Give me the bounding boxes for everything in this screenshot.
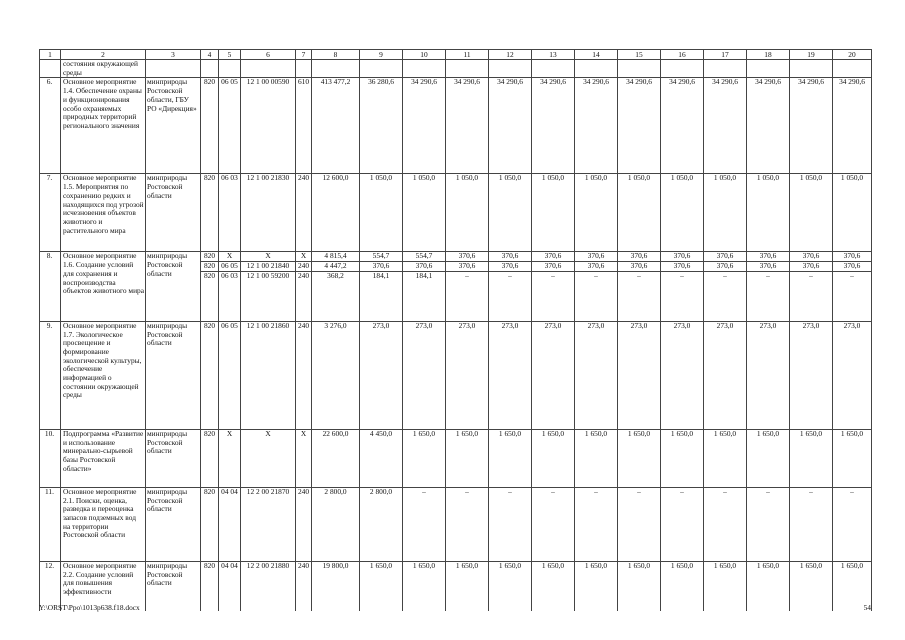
cell-grbs: 820 xyxy=(201,174,219,252)
column-number: 19 xyxy=(790,50,833,60)
cell-year-value: 34 290,6 xyxy=(403,78,446,174)
row-description: Основное мероприятие 1.5. Мероприятия по сохранению редких и находящихся под угрозой исчезновения объектов животного и растительного мира xyxy=(61,174,146,252)
cell-year-value: 1 650,0 xyxy=(403,561,446,611)
cell-year-value: 370,6 xyxy=(532,252,575,262)
table-row xyxy=(40,561,872,611)
cell-grbs: 820 xyxy=(201,487,219,561)
cell-year-value: 34 290,6 xyxy=(833,78,872,174)
cell-year-value: 184,1 xyxy=(360,271,403,321)
cell-vr: 240 xyxy=(296,487,312,561)
cell-year-value: – xyxy=(661,487,704,561)
cell-year-value: 1 650,0 xyxy=(532,561,575,611)
cell-year-value: – xyxy=(575,271,618,321)
cell-vr: 240 xyxy=(296,174,312,252)
cell-csr: 12 1 00 21830 xyxy=(241,174,296,252)
cell-year-value: – xyxy=(790,271,833,321)
cell-year-value: – xyxy=(532,271,575,321)
cell-year-value xyxy=(446,60,489,78)
cell-year-value: 1 650,0 xyxy=(661,429,704,487)
cell-rzpr: 06 03 xyxy=(219,174,241,252)
cell-year-value: 1 650,0 xyxy=(446,429,489,487)
cell-year-value: 370,6 xyxy=(360,262,403,272)
cell-rzpr: Х xyxy=(219,252,241,262)
row-executor: минприроды Ростовской области xyxy=(146,252,201,321)
cell-year-value: – xyxy=(618,271,661,321)
cell-year-value: 1 050,0 xyxy=(575,174,618,252)
cell-rzpr: 06 05 xyxy=(219,78,241,174)
cell-year-value: 370,6 xyxy=(661,262,704,272)
table-row xyxy=(40,487,872,561)
cell-grbs xyxy=(201,60,219,78)
cell-year-value: – xyxy=(704,487,747,561)
cell-total: 12 600,0 xyxy=(312,174,360,252)
document-table xyxy=(39,49,872,611)
cell-year-value: – xyxy=(403,487,446,561)
row-description: Основное мероприятие 2.2. Создание условий для повышения эффективности xyxy=(61,561,146,611)
row-description: Основное мероприятие 2.1. Поиски, оценка, разведка и переоценка запасов подземных вод на территории Ростовской области xyxy=(61,487,146,561)
cell-year-value: 370,6 xyxy=(532,262,575,272)
cell-year-value: 1 650,0 xyxy=(489,429,532,487)
row-number xyxy=(40,60,61,78)
cell-year-value: 4 450,0 xyxy=(360,429,403,487)
cell-csr: Х xyxy=(241,252,296,262)
cell-year-value: 1 050,0 xyxy=(790,174,833,252)
header-row xyxy=(40,50,872,60)
cell-vr: 240 xyxy=(296,271,312,321)
column-number: 8 xyxy=(312,50,360,60)
cell-year-value: 1 050,0 xyxy=(618,174,661,252)
cell-year-value: 370,6 xyxy=(489,252,532,262)
file-path: Y:\ORST\Ppo\1013p638.f18.docx xyxy=(39,603,140,612)
column-number: 15 xyxy=(618,50,661,60)
cell-year-value: – xyxy=(790,487,833,561)
cell-year-value: 184,1 xyxy=(403,271,446,321)
column-number: 16 xyxy=(661,50,704,60)
cell-total: 4 447,2 xyxy=(312,262,360,272)
cell-year-value: – xyxy=(575,487,618,561)
column-number: 2 xyxy=(61,50,146,60)
cell-year-value: – xyxy=(747,487,790,561)
cell-year-value: 273,0 xyxy=(704,321,747,429)
cell-year-value: 1 050,0 xyxy=(661,174,704,252)
cell-rzpr: 04 04 xyxy=(219,487,241,561)
cell-vr: Х xyxy=(296,252,312,262)
table-row xyxy=(40,252,872,262)
cell-year-value: 370,6 xyxy=(618,262,661,272)
cell-year-value xyxy=(704,60,747,78)
cell-total: 22 600,0 xyxy=(312,429,360,487)
column-number: 20 xyxy=(833,50,872,60)
cell-year-value: 1 650,0 xyxy=(446,561,489,611)
cell-csr xyxy=(241,60,296,78)
cell-year-value: 554,7 xyxy=(360,252,403,262)
cell-year-value: – xyxy=(618,487,661,561)
cell-year-value: – xyxy=(661,271,704,321)
cell-grbs: 820 xyxy=(201,262,219,272)
cell-year-value: – xyxy=(446,271,489,321)
cell-year-value: – xyxy=(489,271,532,321)
cell-year-value: 34 290,6 xyxy=(747,78,790,174)
page-number: 54 xyxy=(863,603,871,612)
column-number: 4 xyxy=(201,50,219,60)
column-number: 18 xyxy=(747,50,790,60)
cell-vr: 240 xyxy=(296,561,312,611)
cell-total: 3 276,0 xyxy=(312,321,360,429)
row-number: 7. xyxy=(40,174,61,252)
cell-year-value: 370,6 xyxy=(704,252,747,262)
cell-year-value: 370,6 xyxy=(661,252,704,262)
cell-year-value xyxy=(360,60,403,78)
cell-year-value: 34 290,6 xyxy=(532,78,575,174)
cell-year-value: 36 280,6 xyxy=(360,78,403,174)
cell-total: 368,2 xyxy=(312,271,360,321)
cell-year-value: 1 650,0 xyxy=(661,561,704,611)
cell-year-value: 370,6 xyxy=(833,262,872,272)
cell-year-value: 1 650,0 xyxy=(360,561,403,611)
cell-year-value: 370,6 xyxy=(833,252,872,262)
column-number: 14 xyxy=(575,50,618,60)
column-number: 1 xyxy=(40,50,61,60)
cell-year-value: 1 650,0 xyxy=(575,429,618,487)
cell-year-value xyxy=(575,60,618,78)
cell-year-value: 370,6 xyxy=(446,262,489,272)
cell-year-value: 1 650,0 xyxy=(489,561,532,611)
cell-year-value: 370,6 xyxy=(747,252,790,262)
cell-year-value: 34 290,6 xyxy=(704,78,747,174)
cell-vr: Х xyxy=(296,429,312,487)
cell-grbs: 820 xyxy=(201,429,219,487)
row-number: 6. xyxy=(40,78,61,174)
cell-year-value: 554,7 xyxy=(403,252,446,262)
cell-year-value: 1 650,0 xyxy=(747,429,790,487)
column-number: 17 xyxy=(704,50,747,60)
cell-year-value: 370,6 xyxy=(575,252,618,262)
cell-year-value xyxy=(403,60,446,78)
cell-year-value: 34 290,6 xyxy=(575,78,618,174)
cell-year-value: 273,0 xyxy=(747,321,790,429)
cell-year-value: 1 650,0 xyxy=(833,429,872,487)
cell-year-value: 1 050,0 xyxy=(747,174,790,252)
cell-vr xyxy=(296,60,312,78)
cell-year-value xyxy=(532,60,575,78)
cell-year-value xyxy=(618,60,661,78)
cell-year-value: 34 290,6 xyxy=(661,78,704,174)
cell-total: 2 800,0 xyxy=(312,487,360,561)
column-number: 13 xyxy=(532,50,575,60)
row-description: Основное мероприятие 1.6. Создание условий для сохранения и воспроизводства объектов животного мира xyxy=(61,252,146,321)
cell-csr: 12 2 00 21880 xyxy=(241,561,296,611)
row-executor: минприроды Ростовской области xyxy=(146,487,201,561)
cell-year-value: 1 650,0 xyxy=(403,429,446,487)
cell-year-value: 273,0 xyxy=(446,321,489,429)
row-description: Подпрограмма «Развитие и использование минерально-сырьевой базы Ростовской области» xyxy=(61,429,146,487)
cell-year-value: 273,0 xyxy=(532,321,575,429)
cell-year-value: 1 650,0 xyxy=(618,429,661,487)
cell-year-value: 1 050,0 xyxy=(704,174,747,252)
cell-year-value: 273,0 xyxy=(403,321,446,429)
cell-year-value: 370,6 xyxy=(575,262,618,272)
cell-grbs: 820 xyxy=(201,252,219,262)
cell-year-value: 273,0 xyxy=(575,321,618,429)
table-row xyxy=(40,78,872,174)
cell-year-value: – xyxy=(747,271,790,321)
cell-year-value: 370,6 xyxy=(704,262,747,272)
cell-rzpr: Х xyxy=(219,429,241,487)
cell-year-value: 273,0 xyxy=(790,321,833,429)
cell-vr: 610 xyxy=(296,78,312,174)
cell-csr: 12 1 00 21860 xyxy=(241,321,296,429)
cell-year-value: 370,6 xyxy=(790,262,833,272)
cell-year-value: 1 050,0 xyxy=(360,174,403,252)
column-number: 3 xyxy=(146,50,201,60)
cell-year-value: 1 650,0 xyxy=(790,429,833,487)
cell-year-value xyxy=(833,60,872,78)
row-number: 12. xyxy=(40,561,61,611)
cell-vr: 240 xyxy=(296,262,312,272)
cell-grbs: 820 xyxy=(201,561,219,611)
row-executor: минприроды Ростовской области xyxy=(146,561,201,611)
cell-vr: 240 xyxy=(296,321,312,429)
cell-total xyxy=(312,60,360,78)
cell-year-value: 34 290,6 xyxy=(618,78,661,174)
cell-rzpr: 06 05 xyxy=(219,321,241,429)
cell-year-value xyxy=(489,60,532,78)
cell-csr: 12 1 00 21840 xyxy=(241,262,296,272)
table-row xyxy=(40,60,872,78)
column-number: 12 xyxy=(489,50,532,60)
cell-year-value: 273,0 xyxy=(661,321,704,429)
row-executor xyxy=(146,60,201,78)
cell-year-value: – xyxy=(489,487,532,561)
table-row xyxy=(40,174,872,252)
column-number: 5 xyxy=(219,50,241,60)
cell-year-value: 1 650,0 xyxy=(704,429,747,487)
cell-year-value: 370,6 xyxy=(790,252,833,262)
row-executor: минприроды Ростовской области xyxy=(146,174,201,252)
cell-year-value: 273,0 xyxy=(833,321,872,429)
cell-total: 19 800,0 xyxy=(312,561,360,611)
cell-year-value: 370,6 xyxy=(618,252,661,262)
row-executor: минприроды Ростовской области xyxy=(146,429,201,487)
cell-year-value: 34 290,6 xyxy=(446,78,489,174)
row-description: Основное мероприятие 1.7. Экологическое просвещение и формирование экологической культуры, обеспечение информацией о состоянии окружающей среды xyxy=(61,321,146,429)
cell-year-value: – xyxy=(446,487,489,561)
cell-rzpr: 06 05 xyxy=(219,262,241,272)
cell-grbs: 820 xyxy=(201,321,219,429)
table-row xyxy=(40,429,872,487)
cell-year-value: 273,0 xyxy=(360,321,403,429)
cell-year-value: 273,0 xyxy=(489,321,532,429)
cell-year-value: 2 800,0 xyxy=(360,487,403,561)
cell-year-value: – xyxy=(704,271,747,321)
cell-year-value: 1 650,0 xyxy=(747,561,790,611)
cell-year-value: 370,6 xyxy=(403,262,446,272)
cell-rzpr: 04 04 xyxy=(219,561,241,611)
cell-year-value: 1 650,0 xyxy=(618,561,661,611)
cell-year-value: 1 050,0 xyxy=(403,174,446,252)
cell-year-value: – xyxy=(833,271,872,321)
column-number: 6 xyxy=(241,50,296,60)
cell-rzpr xyxy=(219,60,241,78)
column-number: 9 xyxy=(360,50,403,60)
row-description: Основное мероприятие 1.4. Обеспечение охраны и функционирования особо охраняемых природных территорий регионального значения xyxy=(61,78,146,174)
cell-year-value: – xyxy=(532,487,575,561)
cell-year-value: 370,6 xyxy=(747,262,790,272)
row-number: 11. xyxy=(40,487,61,561)
row-number: 9. xyxy=(40,321,61,429)
row-number: 8. xyxy=(40,252,61,321)
cell-year-value: 370,6 xyxy=(489,262,532,272)
cell-year-value: 1 050,0 xyxy=(833,174,872,252)
cell-csr: Х xyxy=(241,429,296,487)
row-executor: минприроды Ростовской области, ГБУ РО «Дирекция» xyxy=(146,78,201,174)
cell-year-value: 1 050,0 xyxy=(446,174,489,252)
table-row xyxy=(40,321,872,429)
cell-year-value: – xyxy=(833,487,872,561)
row-number: 10. xyxy=(40,429,61,487)
cell-csr: 12 2 00 21870 xyxy=(241,487,296,561)
cell-year-value: 1 050,0 xyxy=(489,174,532,252)
row-executor: минприроды Ростовской области xyxy=(146,321,201,429)
cell-grbs: 820 xyxy=(201,78,219,174)
cell-year-value xyxy=(747,60,790,78)
cell-rzpr: 06 03 xyxy=(219,271,241,321)
cell-grbs: 820 xyxy=(201,271,219,321)
column-number: 7 xyxy=(296,50,312,60)
cell-year-value: 1 650,0 xyxy=(575,561,618,611)
cell-csr: 12 1 00 00590 xyxy=(241,78,296,174)
cell-year-value: 273,0 xyxy=(618,321,661,429)
cell-year-value: 34 290,6 xyxy=(790,78,833,174)
cell-year-value xyxy=(790,60,833,78)
cell-total: 413 477,2 xyxy=(312,78,360,174)
cell-year-value: 1 650,0 xyxy=(790,561,833,611)
cell-year-value: 34 290,6 xyxy=(489,78,532,174)
cell-year-value: 1 650,0 xyxy=(532,429,575,487)
cell-year-value: 1 650,0 xyxy=(704,561,747,611)
cell-csr: 12 1 00 59200 xyxy=(241,271,296,321)
cell-year-value: 370,6 xyxy=(446,252,489,262)
cell-total: 4 815,4 xyxy=(312,252,360,262)
column-number: 10 xyxy=(403,50,446,60)
column-number: 11 xyxy=(446,50,489,60)
cell-year-value: 1 050,0 xyxy=(532,174,575,252)
cell-year-value: 1 650,0 xyxy=(833,561,872,611)
row-description: состояния окружающей среды xyxy=(61,60,146,78)
cell-year-value xyxy=(661,60,704,78)
